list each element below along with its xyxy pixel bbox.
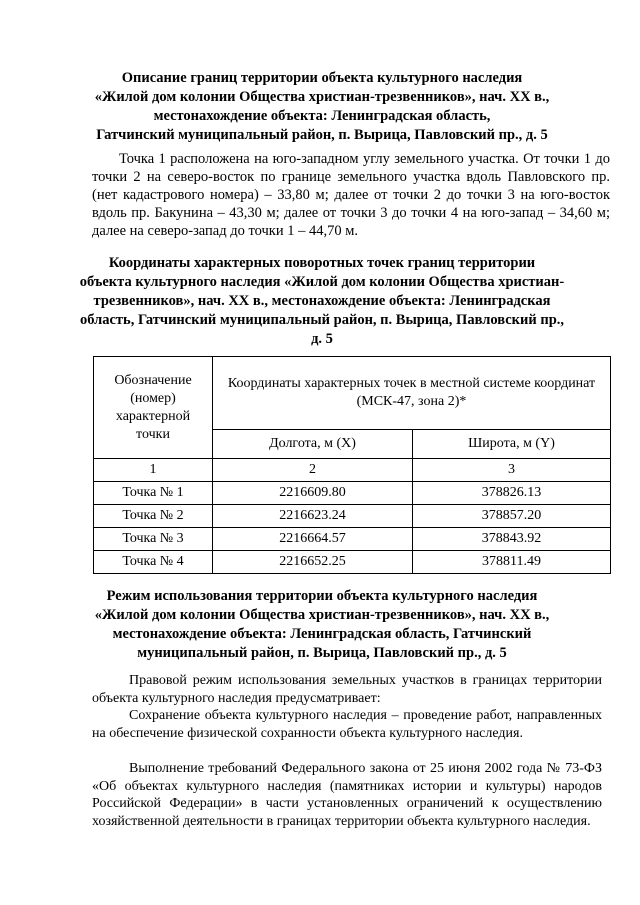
header-latitude: Широта, м (Y) — [413, 430, 611, 459]
section2-title-line: трезвенников», нач. XX в., местонахождение объекта: Ленинградская — [93, 293, 551, 309]
table-header-row — [94, 357, 611, 430]
point-name: Точка № 3 — [94, 528, 213, 551]
point-x: 2216664.57 — [213, 528, 413, 551]
point-x: 2216623.24 — [213, 505, 413, 528]
legal-regime-paragraph: Правовой режим использования земельных участков в границах территории объекта культурного наследия предусматривает: — [92, 673, 602, 706]
header-coordinates-group: Координаты характерных точек в местной системе координат (МСК-47, зона 2)* — [213, 357, 611, 430]
section1-title-line: Гатчинский муниципальный район, п. Вырица, Павловский пр., д. 5 — [96, 127, 548, 143]
point-y: 378826.13 — [413, 482, 611, 505]
point-y: 378811.49 — [413, 551, 611, 574]
column-number: 1 — [94, 459, 213, 482]
section2-title-line: д. 5 — [311, 331, 333, 347]
section1-title-line: местонахождение объекта: Ленинградская область, — [153, 108, 491, 124]
point-x: 2216652.25 — [213, 551, 413, 574]
header-longitude: Долгота, м (X) — [213, 430, 413, 459]
section2-title-line: область, Гатчинский муниципальный район, п. Вырица, Павловский пр., — [79, 312, 565, 328]
section2-title — [60, 254, 584, 349]
section1-title-line: Описание границ территории объекта культурного наследия — [121, 70, 523, 86]
section1-title-line: «Жилой дом колонии Общества христиан-трезвенников», нач. XX в., — [94, 89, 550, 105]
column-number: 2 — [213, 459, 413, 482]
point-y: 378843.92 — [413, 528, 611, 551]
boundary-description: Точка 1 расположена на юго-западном углу земельного участка. От точки 1 до точки 2 на северо-восток по границе земельного участка вдоль Павловского пр. (нет кадастрового номера) – 33,80 м; далее от точки 2 до точки 3 на юго-восток вдоль пр. Бакунина – 43,30 м; далее от точки 3 до точки 4 на юго-запад – 34,60 м; далее на северо-запад до точки 1 – 44,70 м. — [92, 151, 610, 239]
coordinates-table — [93, 356, 611, 574]
point-name: Точка № 1 — [94, 482, 213, 505]
column-number: 3 — [413, 459, 611, 482]
point-name: Точка № 4 — [94, 551, 213, 574]
section3-title-line: «Жилой дом колонии Общества христиан-трезвенников», нач. XX в., — [94, 607, 550, 623]
section3-title — [60, 587, 584, 663]
section3-title-line: местонахождение объекта: Ленинградская область, Гатчинский — [112, 626, 532, 642]
point-name: Точка № 2 — [94, 505, 213, 528]
table-row — [94, 505, 611, 528]
point-x: 2216609.80 — [213, 482, 413, 505]
table-column-numbers-row — [94, 459, 611, 482]
federal-law-paragraph: Выполнение требований Федерального закона от 25 июня 2002 года № 73-ФЗ «Об объектах культурного наследия (памятниках истории и культуры) народов Российской Федерации» в части установленных ограничений к осуществлению хозяйственной деятельности в границах территории объекта культурного наследия. — [92, 761, 602, 829]
header-point-designation: Обозначение (номер) характерной точки — [94, 357, 213, 459]
point-y: 378857.20 — [413, 505, 611, 528]
section1-title — [60, 69, 584, 145]
table-row — [94, 528, 611, 551]
table-row — [94, 482, 611, 505]
section3-title-line: муниципальный район, п. Вырица, Павловский пр., д. 5 — [137, 645, 507, 661]
section2-title-line: Координаты характерных поворотных точек границ территории — [108, 255, 536, 271]
section2-title-line: объекта культурного наследия «Жилой дом колонии Общества христиан- — [79, 274, 565, 290]
table-row — [94, 551, 611, 574]
section3-title-line: Режим использования территории объекта культурного наследия — [106, 588, 538, 604]
preservation-paragraph: Сохранение объекта культурного наследия – проведение работ, направленных на обеспечение физической сохранности объекта культурного наследия. — [92, 708, 602, 741]
